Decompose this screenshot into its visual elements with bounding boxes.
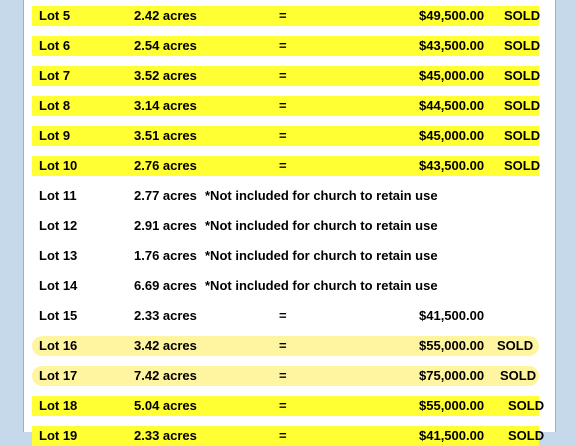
lot-row — [32, 246, 539, 266]
lot-price: $41,500.00 — [419, 308, 485, 323]
lot-acreage: 2.33 acres — [134, 308, 197, 323]
lot-row — [32, 306, 539, 326]
lot-label: Lot 12 — [39, 218, 78, 233]
sold-label: SOLD — [508, 428, 545, 443]
equals-sign: = — [279, 8, 287, 23]
equals-sign: = — [279, 158, 287, 173]
lot-row — [32, 6, 539, 26]
equals-sign: = — [279, 128, 287, 143]
lot-price: $43,500.00 — [419, 38, 485, 53]
lot-note: *Not included for church to retain use — [205, 188, 438, 203]
lot-label: Lot 8 — [39, 98, 71, 113]
lot-label: Lot 17 — [39, 368, 78, 383]
lot-acreage: 6.69 acres — [134, 278, 197, 293]
lot-label: Lot 15 — [39, 308, 78, 323]
sold-label: SOLD — [504, 158, 541, 173]
lot-label: Lot 19 — [39, 428, 78, 443]
sold-label: SOLD — [508, 398, 545, 413]
lot-acreage: 2.42 acres — [134, 8, 197, 23]
equals-sign: = — [279, 68, 287, 83]
lot-row — [32, 126, 539, 146]
lot-price: $49,500.00 — [419, 8, 485, 23]
lot-label: Lot 7 — [39, 68, 71, 83]
lot-acreage: 3.51 acres — [134, 128, 197, 143]
equals-sign: = — [279, 338, 287, 353]
lot-row — [32, 36, 539, 56]
equals-sign: = — [279, 368, 287, 383]
lot-price-sheet — [23, 0, 556, 443]
lot-acreage: 7.42 acres — [134, 368, 197, 383]
sold-label: SOLD — [497, 338, 534, 353]
lot-row — [32, 216, 539, 236]
equals-sign: = — [279, 428, 287, 443]
lot-row — [32, 426, 545, 446]
lot-label: Lot 18 — [39, 398, 78, 413]
lot-acreage: 3.14 acres — [134, 98, 197, 113]
lot-label: Lot 16 — [39, 338, 78, 353]
sold-label: SOLD — [504, 98, 541, 113]
lot-price: $45,000.00 — [419, 68, 485, 83]
lot-row — [32, 96, 539, 116]
lot-row — [32, 366, 539, 386]
sold-label: SOLD — [504, 128, 541, 143]
lot-row — [32, 396, 545, 416]
lot-price: $55,000.00 — [419, 338, 485, 353]
lot-acreage: 2.76 acres — [134, 158, 197, 173]
lot-price: $45,000.00 — [419, 128, 485, 143]
lot-acreage: 1.76 acres — [134, 248, 197, 263]
lot-row — [32, 276, 539, 296]
equals-sign: = — [279, 398, 287, 413]
lot-acreage: 3.42 acres — [134, 338, 197, 353]
lot-acreage: 2.91 acres — [134, 218, 197, 233]
lot-note: *Not included for church to retain use — [205, 218, 438, 233]
sold-label: SOLD — [504, 38, 541, 53]
sold-label: SOLD — [500, 368, 537, 383]
equals-sign: = — [279, 308, 287, 323]
lot-acreage: 2.33 acres — [134, 428, 197, 443]
lot-label: Lot 9 — [39, 128, 71, 143]
lot-label: Lot 14 — [39, 278, 78, 293]
lot-price: $43,500.00 — [419, 158, 485, 173]
lot-acreage: 2.54 acres — [134, 38, 197, 53]
lot-row — [32, 156, 539, 176]
lot-note: *Not included for church to retain use — [205, 248, 438, 263]
lot-label: Lot 6 — [39, 38, 71, 53]
lot-label: Lot 13 — [39, 248, 78, 263]
lot-row — [32, 336, 539, 356]
lot-price: $75,000.00 — [419, 368, 485, 383]
sold-label: SOLD — [504, 68, 541, 83]
lot-price: $41,500.00 — [419, 428, 485, 443]
lot-row — [32, 186, 539, 206]
lot-label: Lot 11 — [39, 188, 77, 203]
lot-acreage: 2.77 acres — [134, 188, 197, 203]
lot-note: *Not included for church to retain use — [205, 278, 438, 293]
equals-sign: = — [279, 38, 287, 53]
lot-label: Lot 5 — [39, 8, 71, 23]
lot-price: $44,500.00 — [419, 98, 485, 113]
lot-label: Lot 10 — [39, 158, 78, 173]
equals-sign: = — [279, 98, 287, 113]
lot-acreage: 5.04 acres — [134, 398, 197, 413]
lot-acreage: 3.52 acres — [134, 68, 197, 83]
lot-row — [32, 66, 539, 86]
sold-label: SOLD — [504, 8, 541, 23]
lot-price: $55,000.00 — [419, 398, 485, 413]
